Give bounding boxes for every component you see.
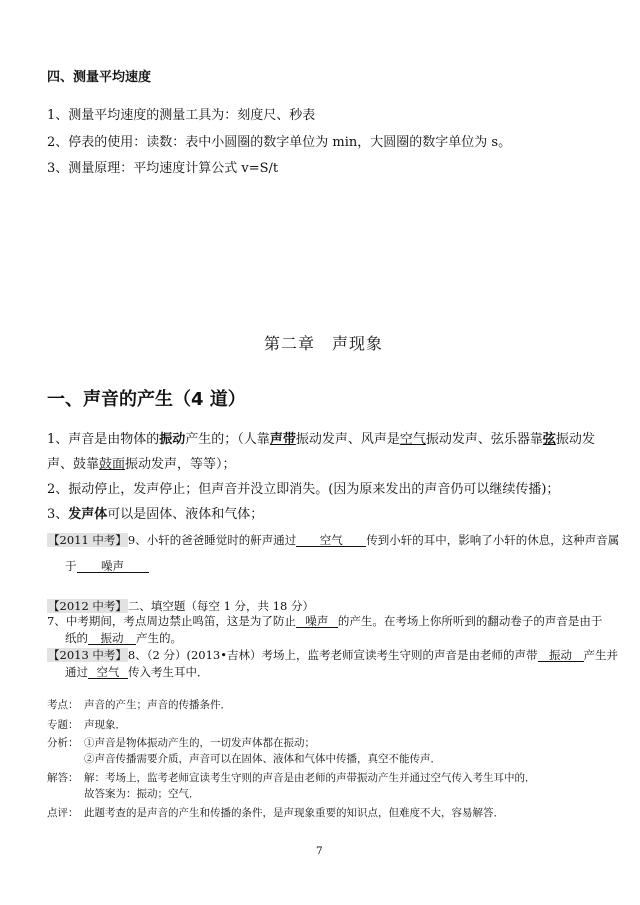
analysis-zhuanti-label: 专题： <box>47 719 79 731</box>
keyword: 发声体 <box>68 507 108 522</box>
keyword: 振动 <box>159 432 186 447</box>
question-2011-line-1: 【2011 中考】9、小轩的爸爸睡觉时的鼾声通过 空气 传到小轩的耳中，影响了小轩的休息，这种声音属 <box>48 533 620 547</box>
list-item: 1、测量平均速度的测量工具为：刻度尺、秒表 <box>47 108 316 123</box>
question-2011-line-2: 于 噪声 <box>65 558 149 574</box>
paragraph-1-line-2: 声、鼓靠鼓面振动发声，等等）； <box>47 457 236 472</box>
page-number: 7 <box>316 845 323 857</box>
analysis-jieda-2: 故答案为：振动；空气． <box>84 788 200 800</box>
analysis-fenxi-label: 分析： <box>47 737 79 749</box>
analysis-kaodian-label: 考点： <box>47 699 79 711</box>
analysis-zhuanti: 声现象． <box>84 719 126 731</box>
analysis-dianping-label: 点评： <box>47 807 79 819</box>
answer-blank: 振动 <box>88 632 136 645</box>
question-2012-header: 【2012 中考】二、填空题（每空 1 分，共 18 分） <box>48 599 314 613</box>
answer-blank: 空气 <box>296 534 366 547</box>
exam-tag: 【2011 中考】 <box>48 533 127 547</box>
question-2013-line-2: 通过 空气 传入考生耳中． <box>65 665 209 679</box>
answer-blank: 噪声 <box>296 615 338 628</box>
question-2012-line-1: 7、中考期间，考点周边禁止鸣笛，这是为了防止 噪声 的产生。在考场上你所听到的翻动卷子的声音是由于 <box>47 614 603 628</box>
exam-tag: 【2013 中考】 <box>48 648 127 662</box>
keyword: 弦 <box>542 432 556 447</box>
analysis-kaodian: 声音的产生；声音的传播条件． <box>84 699 231 711</box>
analysis-jieda-1: 解：考场上，监考老师宣读考生守则的声音是由老师的声带振动产生并通过空气传入考生耳中的． <box>84 772 536 784</box>
analysis-fenxi-2: ②声音传播需要介质，声音可以在固体、液体和气体中传播，真空不能传声． <box>84 753 441 765</box>
chapter-title: 第二章 声现象 <box>264 334 384 353</box>
keyword: 空气 <box>399 432 426 447</box>
answer-blank: 振动 <box>538 649 584 662</box>
answer-blank: 空气 <box>88 666 128 679</box>
paragraph-1-line-1: 1、声音是由物体的振动产生的；（人靠声带振动发声、风声是空气振动发声、弦乐器靠弦振动发 <box>47 432 595 447</box>
section-heading-1: 一、声音的产生（4 道） <box>47 389 246 410</box>
question-2013-line-1: 【2013 中考】8、（2 分）(2013•吉林）考场上，监考老师宣读考生守则的声音是由老师的声带 振动 产生并 <box>48 648 618 662</box>
analysis-fenxi-1: ①声音是物体振动产生的，一切发声体都在振动； <box>84 737 315 749</box>
paragraph-2: 2、振动停止，发声停止；但声音并没立即消失。(因为原来发出的声音仍可以继续传播)； <box>47 482 560 497</box>
answer-blank: 噪声 <box>77 560 149 573</box>
paragraph-3: 3、发声体可以是固体、液体和气体； <box>47 507 264 522</box>
list-item: 3、测量原理：平均速度计算公式 v=S/t <box>47 161 279 176</box>
exam-tag: 【2012 中考】 <box>48 599 127 613</box>
section-heading-4: 四、测量平均速度 <box>47 70 152 85</box>
analysis-jieda-label: 解答： <box>47 772 79 784</box>
keyword: 鼓面 <box>99 457 126 472</box>
keyword: 声带 <box>269 432 296 447</box>
list-item: 2、停表的使用：读数：表中小圆圈的数字单位为 min，大圆圈的数字单位为 s。 <box>47 135 512 150</box>
analysis-dianping: 此题考查的是声音的产生和传播的条件，是声现象重要的知识点，但难度不大，容易解答． <box>84 807 504 819</box>
question-2012-line-2: 纸的 振动 产生的。 <box>65 631 182 645</box>
